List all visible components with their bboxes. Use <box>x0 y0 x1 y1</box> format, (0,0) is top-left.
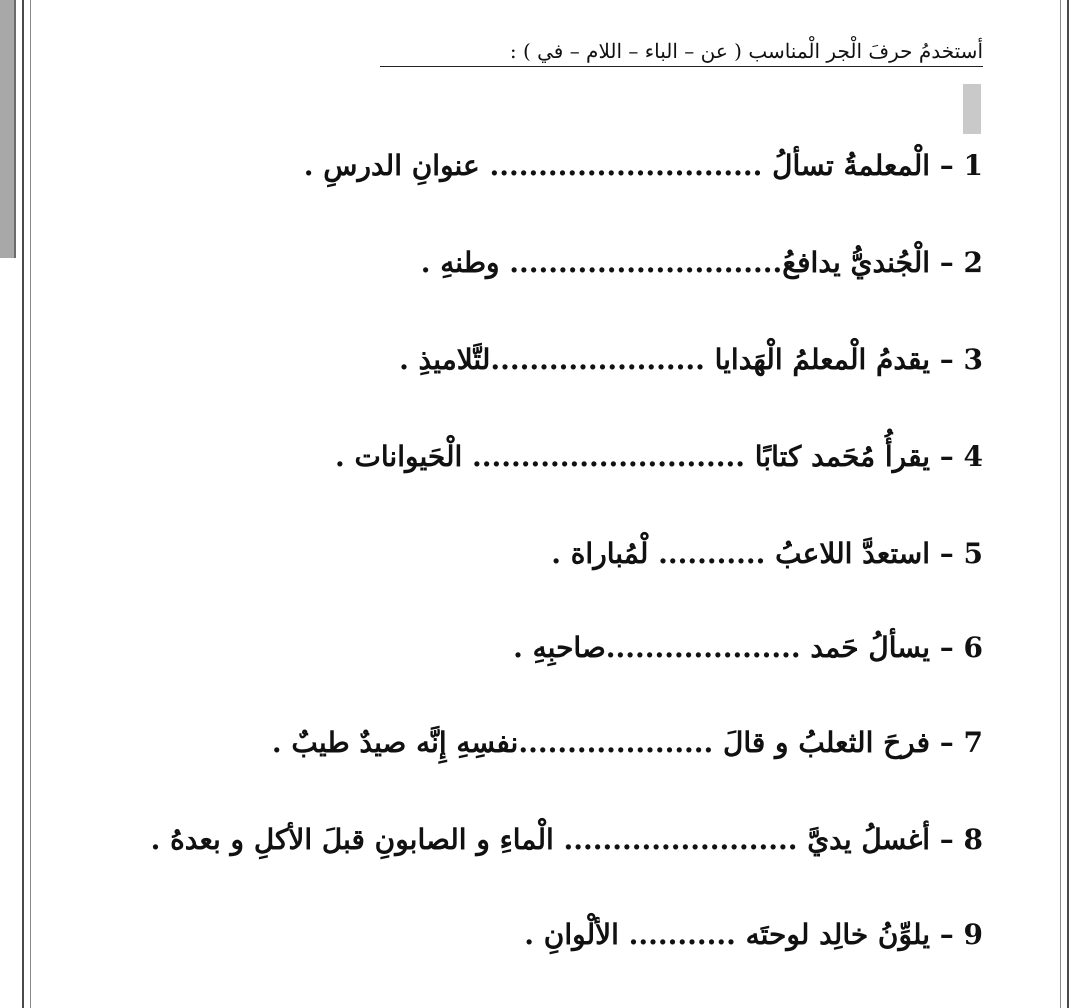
exercise-sentence-8: 8 – أغسلُ يديَّ ........................ الْماءِ و الصابونِ قبلَ الأكلِ و بعدهُ . <box>150 823 983 856</box>
exercise-sentence-5: 5 – استعدَّ اللاعبُ ........... لْمُباراة . <box>551 537 983 570</box>
exercise-sentence-6: 6 – يسألُ حَمد ....................صاحبِهِ . <box>513 631 983 664</box>
exercise-sentence-4: 4 – يقرأُ مُحَمد كتابًا ............................ الْحَيوانات . <box>335 440 983 473</box>
exercise-sentence-9: 9 – يلوِّنُ خالِد لوحتَه ........... الألْوانِ . <box>524 918 983 951</box>
exercise-sentence-2: 2 – الْجُنديُّ يدافعُ............................ وطنهِ . <box>420 246 983 279</box>
window-edge-strip <box>0 0 16 258</box>
exercise-sentence-3: 3 – يقدمُ الْمعلمُ الْهَدايا ......................لتَّلاميذِ . <box>399 343 983 376</box>
exercise-sentence-1: 1 – الْمعلمةُ تسألُ ............................ عنوانِ الدرسِ . <box>303 149 983 182</box>
text-cursor-highlight <box>963 84 981 134</box>
exercise-sentence-7: 7 – فرحَ الثعلبُ و قالَ ....................نفسِهِ إِنَّه صيدٌ طيبٌ . <box>271 726 983 759</box>
exercise-instruction: أستخدمُ حرفَ الْجر الْمناسب ( عن – الباء – اللام – في ) : <box>380 36 983 67</box>
page-frame-right <box>1060 0 1069 1008</box>
page-frame-left <box>22 0 31 1008</box>
